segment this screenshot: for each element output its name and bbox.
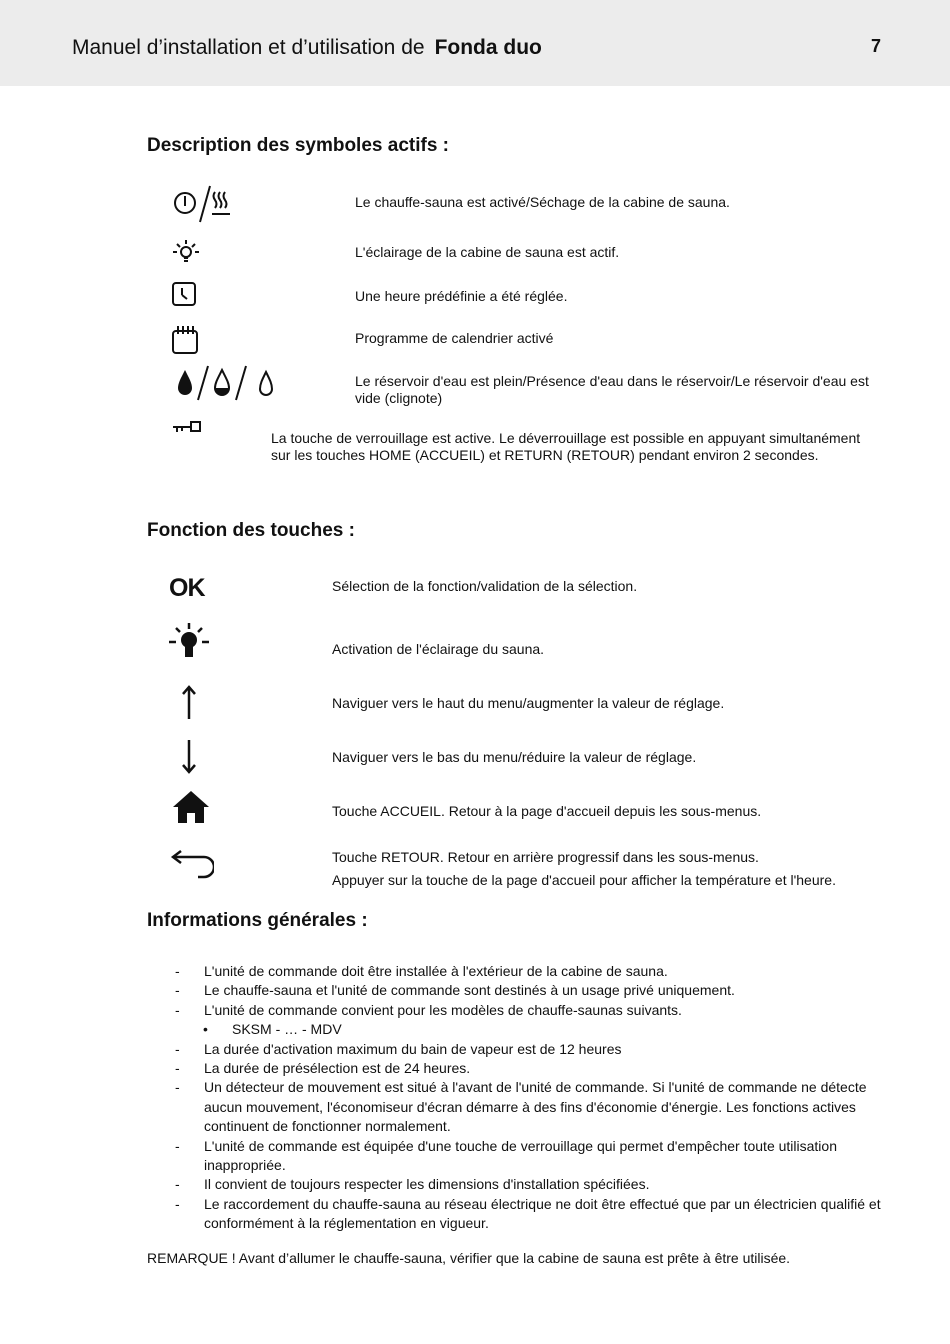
symbol-text-heater: Le chauffe-sauna est activé/Séchage de la cabine de sauna. (355, 194, 730, 210)
symbol-text-water: Le réservoir d'eau est plein/Présence d'eau dans le réservoir/Le réservoir d'eau est vide (clignote) (355, 373, 869, 406)
list-item-text: Le chauffe-sauna et l'unité de commande sont destinés à un usage privé uniquement. (204, 982, 735, 999)
list-item (175, 1001, 885, 1020)
list-item-text: SKSM - … - MDV (232, 1021, 342, 1038)
power-steam-icon (172, 184, 234, 224)
document-title (72, 36, 542, 60)
key-text-light: Activation de l'éclairage du sauna. (332, 641, 545, 657)
list-item-text: Il convient de toujours respecter les dimensions d'installation spécifiées. (204, 1176, 650, 1193)
list-item (175, 962, 885, 981)
list-dash: - (175, 982, 180, 999)
symbol-text-lock: La touche de verrouillage est active. Le déverrouillage est possible en appuyant simultanément sur les touches HOME (ACCUEIL) et RETURN (RETOUR) pendant environ 2 secondes. (271, 430, 861, 463)
keys-heading: Fonction des touches : (147, 520, 355, 541)
water-drops-icon (172, 364, 276, 404)
key-text-ok: Sélection de la fonction/validation de la sélection. (332, 578, 638, 594)
key-text-extra: Appuyer sur la touche de la page d'accueil pour afficher la température et l'heure. (332, 872, 836, 888)
list-item-text: L'unité de commande convient pour les modèles de chauffe-saunas suivants. (204, 1001, 682, 1018)
symbol-text-light: L'éclairage de la cabine de sauna est actif. (355, 244, 620, 260)
symbol-text-clock: Une heure prédéfinie a été réglée. (355, 288, 568, 304)
clock-icon (172, 282, 196, 306)
light-bulb-outline-icon (172, 238, 200, 266)
symbol-text-calendar: Programme de calendrier activé (355, 330, 554, 346)
remark-note: REMARQUE ! Avant d’allumer le chauffe-sauna, vérifier que la cabine de sauna est prête à être utilisée. (147, 1250, 791, 1266)
list-item-text: Un détecteur de mouvement est situé à l'avant de l'unité de commande. Si l'unité de commande ne détecte aucun mouvement, l'économiseur d'écran démarre à des fins d'économie d'énergie. Les fonctions actives continuent de fonctionner normalement. (204, 1079, 867, 1135)
key-text-return: Touche RETOUR. Retour en arrière progressif dans les sous-menus. (332, 849, 759, 865)
list-item (175, 1175, 885, 1194)
general-heading: Informations générales : (147, 910, 368, 931)
home-icon (172, 790, 210, 824)
list-dash: - (175, 1040, 180, 1057)
list-dash: - (175, 1195, 180, 1212)
list-item-text: L'unité de commande est équipée d'une touche de verrouillage qui permet d'empêcher toute utilisation inappropriée. (204, 1137, 837, 1174)
list-item (175, 1059, 885, 1078)
list-item (175, 1040, 885, 1059)
list-item (175, 981, 885, 1000)
symbols-heading: Description des symboles actifs : (147, 135, 449, 156)
list-item (175, 1078, 885, 1136)
list-dash: - (175, 1060, 180, 1077)
product-name: Fonda duo (434, 36, 542, 59)
list-item-text: Le raccordement du chauffe-sauna au réseau électrique ne doit être effectué que par un électricien qualifié et conformément à la réglementation en vigueur. (204, 1195, 881, 1232)
light-bulb-filled-icon (168, 622, 210, 664)
list-dash: - (175, 1176, 180, 1193)
list-item (175, 1195, 885, 1234)
list-dash: - (175, 1001, 180, 1018)
list-item (175, 1137, 885, 1176)
list-sub-item (175, 1020, 885, 1039)
return-icon (170, 848, 214, 880)
list-dash: - (175, 1079, 180, 1096)
list-item-text: La durée d'activation maximum du bain de vapeur est de 12 heures (204, 1040, 622, 1057)
key-text-up: Naviguer vers le haut du menu/augmenter la valeur de réglage. (332, 695, 725, 711)
list-item-text: L'unité de commande doit être installée à l'extérieur de la cabine de sauna. (204, 963, 668, 979)
page-header (0, 0, 950, 86)
arrow-up-icon (180, 684, 198, 720)
key-lock-icon (172, 420, 202, 436)
arrow-down-icon (180, 739, 198, 775)
ok-icon: OK (169, 574, 205, 602)
document-title-text: Manuel d’installation et d’utilisation de (72, 36, 425, 59)
calendar-icon (172, 325, 198, 355)
key-text-down: Naviguer vers le bas du menu/réduire la valeur de réglage. (332, 749, 697, 765)
list-item-text: La durée de présélection est de 24 heures. (204, 1060, 471, 1077)
general-info-list (175, 962, 885, 1234)
page-number: 7 (871, 36, 882, 56)
list-bullet: • (203, 1021, 208, 1038)
key-text-home: Touche ACCUEIL. Retour à la page d'accueil depuis les sous-menus. (332, 803, 762, 819)
list-dash: - (175, 963, 180, 979)
list-dash: - (175, 1137, 180, 1154)
